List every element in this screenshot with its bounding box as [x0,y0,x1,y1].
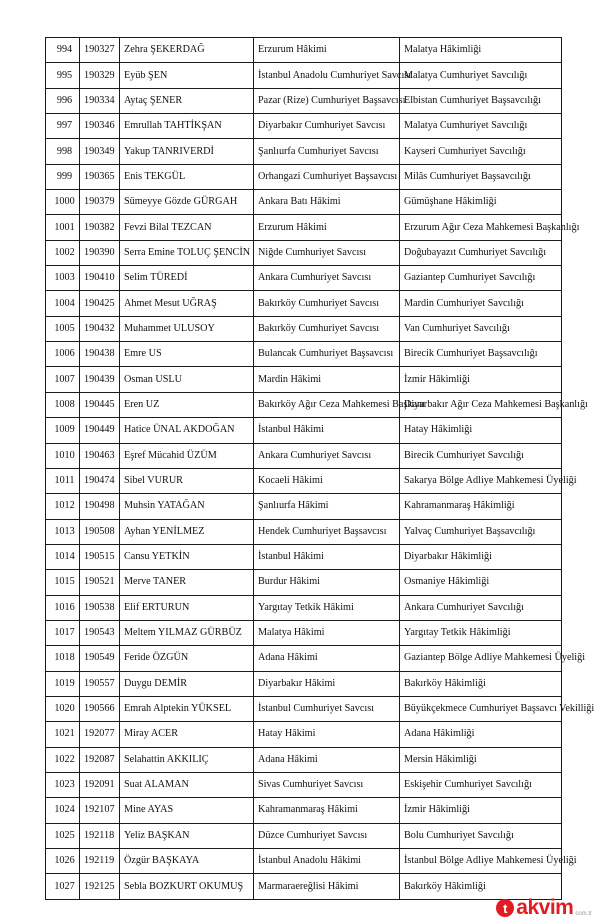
current-post-cell: Hendek Cumhuriyet Başsavcısı [254,519,400,544]
current-post-cell: Pazar (Rize) Cumhuriyet Başsavcısı [254,88,400,113]
registry-number-cell: 190365 [80,164,120,189]
registry-number-cell: 190549 [80,646,120,671]
table-row [46,570,562,595]
registry-number-cell: 192125 [80,874,120,899]
person-name-cell: Emrullah TAHTİKŞAN [120,114,254,139]
row-number-cell: 1010 [46,443,80,468]
table-row [46,342,562,367]
new-post-cell: Kayseri Cumhuriyet Savcılığı [400,139,562,164]
current-post-cell: Diyarbakır Cumhuriyet Savcısı [254,114,400,139]
registry-number-cell: 190445 [80,392,120,417]
current-post-cell: Bakırköy Cumhuriyet Savcısı [254,316,400,341]
new-post-cell: Bakırköy Hâkimliği [400,671,562,696]
current-post-cell: Orhangazi Cumhuriyet Başsavcısı [254,164,400,189]
table-row [46,240,562,265]
table-row [46,671,562,696]
table-row [46,772,562,797]
person-name-cell: Emre US [120,342,254,367]
new-post-cell: Bakırköy Hâkimliği [400,874,562,899]
registry-number-cell: 190334 [80,88,120,113]
new-post-cell: İstanbul Bölge Adliye Mahkemesi Üyeliği [400,849,562,874]
table-row [46,392,562,417]
new-post-cell: Diyarbakır Ağır Ceza Mahkemesi Başkanlığı [400,392,562,417]
person-name-cell: Zehra ŞEKERDAĞ [120,38,254,63]
person-name-cell: Muhammet ULUSOY [120,316,254,341]
registry-number-cell: 190329 [80,63,120,88]
registry-number-cell: 190463 [80,443,120,468]
person-name-cell: Selim TÜREDİ [120,266,254,291]
new-post-cell: İzmir Hâkimliği [400,798,562,823]
table-row [46,114,562,139]
registry-number-cell: 192107 [80,798,120,823]
table-row [46,418,562,443]
person-name-cell: Aytaç ŞENER [120,88,254,113]
row-number-cell: 1001 [46,215,80,240]
new-post-cell: Yargıtay Tetkik Hâkimliği [400,620,562,645]
table-row [46,88,562,113]
registry-number-cell: 192077 [80,722,120,747]
table-row [46,646,562,671]
table-row [46,722,562,747]
row-number-cell: 996 [46,88,80,113]
row-number-cell: 994 [46,38,80,63]
current-post-cell: Erzurum Hâkimi [254,215,400,240]
current-post-cell: Adana Hâkimi [254,646,400,671]
person-name-cell: Eşref Mücahid ÜZÜM [120,443,254,468]
table-row [46,367,562,392]
person-name-cell: Sebla BOZKURT OKUMUŞ [120,874,254,899]
registry-number-cell: 190390 [80,240,120,265]
person-name-cell: Cansu YETKİN [120,544,254,569]
row-number-cell: 1003 [46,266,80,291]
table-row [46,849,562,874]
person-name-cell: Ayhan YENİLMEZ [120,519,254,544]
registry-number-cell: 190566 [80,696,120,721]
registry-number-cell: 190379 [80,190,120,215]
registry-number-cell: 192118 [80,823,120,848]
table-row [46,494,562,519]
row-number-cell: 1027 [46,874,80,899]
row-number-cell: 1008 [46,392,80,417]
row-number-cell: 1018 [46,646,80,671]
row-number-cell: 1004 [46,291,80,316]
new-post-cell: İzmir Hâkimliği [400,367,562,392]
person-name-cell: Ahmet Mesut UĞRAŞ [120,291,254,316]
registry-number-cell: 190508 [80,519,120,544]
table-row [46,544,562,569]
registry-number-cell: 190425 [80,291,120,316]
new-post-cell: Hatay Hâkimliği [400,418,562,443]
person-name-cell: Muhsin YATAĞAN [120,494,254,519]
registry-number-cell: 192087 [80,747,120,772]
registry-number-cell: 190538 [80,595,120,620]
row-number-cell: 1014 [46,544,80,569]
current-post-cell: Bulancak Cumhuriyet Başsavcısı [254,342,400,367]
current-post-cell: İstanbul Anadolu Cumhuriyet Savcısı [254,63,400,88]
new-post-cell: Yalvaç Cumhuriyet Başsavcılığı [400,519,562,544]
new-post-cell: Birecik Cumhuriyet Savcılığı [400,443,562,468]
person-name-cell: Yakup TANRIVERDİ [120,139,254,164]
person-name-cell: Osman USLU [120,367,254,392]
current-post-cell: Bakırköy Ağır Ceza Mahkemesi Başkanı [254,392,400,417]
row-number-cell: 1019 [46,671,80,696]
registry-number-cell: 190474 [80,468,120,493]
person-name-cell: Yeliz BAŞKAN [120,823,254,848]
person-name-cell: Suat ALAMAN [120,772,254,797]
new-post-cell: Gaziantep Cumhuriyet Savcılığı [400,266,562,291]
current-post-cell: İstanbul Hâkimi [254,544,400,569]
registry-number-cell: 190439 [80,367,120,392]
registry-number-cell: 190410 [80,266,120,291]
table-row [46,164,562,189]
new-post-cell: Gaziantep Bölge Adliye Mahkemesi Üyeliği [400,646,562,671]
registry-number-cell: 190449 [80,418,120,443]
watermark-brand: akvim [516,896,574,919]
person-name-cell: Meltem YILMAZ GÜRBÜZ [120,620,254,645]
row-number-cell: 1020 [46,696,80,721]
watermark-domain: com.tr [575,911,592,917]
table-row [46,215,562,240]
table-row [46,874,562,899]
person-name-cell: Eyüb ŞEN [120,63,254,88]
table-row [46,139,562,164]
registry-number-cell: 190498 [80,494,120,519]
registry-number-cell: 190346 [80,114,120,139]
row-number-cell: 995 [46,63,80,88]
current-post-cell: Kahramanmaraş Hâkimi [254,798,400,823]
person-name-cell: Elif ERTURUN [120,595,254,620]
row-number-cell: 1013 [46,519,80,544]
table-row [46,823,562,848]
registry-number-cell: 190349 [80,139,120,164]
row-number-cell: 1023 [46,772,80,797]
new-post-cell: Adana Hâkimliği [400,722,562,747]
current-post-cell: Yargıtay Tetkik Hâkimi [254,595,400,620]
row-number-cell: 999 [46,164,80,189]
table-row [46,190,562,215]
row-number-cell: 1017 [46,620,80,645]
new-post-cell: Eskişehir Cumhuriyet Savcılığı [400,772,562,797]
person-name-cell: Emrah Alptekin YÜKSEL [120,696,254,721]
current-post-cell: Bakırköy Cumhuriyet Savcısı [254,291,400,316]
current-post-cell: Diyarbakır Hâkimi [254,671,400,696]
person-name-cell: Eren UZ [120,392,254,417]
new-post-cell: Sakarya Bölge Adliye Mahkemesi Üyeliği [400,468,562,493]
person-name-cell: Merve TANER [120,570,254,595]
new-post-cell: Mersin Hâkimliği [400,747,562,772]
new-post-cell: Diyarbakır Hâkimliği [400,544,562,569]
registry-number-cell: 190432 [80,316,120,341]
person-name-cell: Sümeyye Gözde GÜRGAH [120,190,254,215]
person-name-cell: Serra Emine TOLUÇ ŞENCİN [120,240,254,265]
table-row [46,595,562,620]
row-number-cell: 1011 [46,468,80,493]
table-row [46,620,562,645]
row-number-cell: 1021 [46,722,80,747]
table-row [46,468,562,493]
registry-number-cell: 190327 [80,38,120,63]
current-post-cell: Ankara Cumhuriyet Savcısı [254,266,400,291]
current-post-cell: Sivas Cumhuriyet Savcısı [254,772,400,797]
person-name-cell: Duygu DEMİR [120,671,254,696]
row-number-cell: 1025 [46,823,80,848]
current-post-cell: Niğde Cumhuriyet Savcısı [254,240,400,265]
row-number-cell: 1005 [46,316,80,341]
registry-number-cell: 192091 [80,772,120,797]
registry-number-cell: 190557 [80,671,120,696]
row-number-cell: 1000 [46,190,80,215]
current-post-cell: Kocaeli Hâkimi [254,468,400,493]
person-name-cell: Miray ACER [120,722,254,747]
appointments-table-body [46,38,595,900]
table-row [46,38,562,63]
new-post-cell: Büyükçekmece Cumhuriyet Başsavcı Vekilliği [400,696,562,721]
current-post-cell: İstanbul Hâkimi [254,418,400,443]
table-row [46,696,562,721]
table-row [46,316,562,341]
registry-number-cell: 190543 [80,620,120,645]
person-name-cell: Feride ÖZGÜN [120,646,254,671]
new-post-cell: Milâs Cumhuriyet Başsavcılığı [400,164,562,189]
row-number-cell: 1022 [46,747,80,772]
current-post-cell: Düzce Cumhuriyet Savcısı [254,823,400,848]
row-number-cell: 1007 [46,367,80,392]
new-post-cell: Van Cumhuriyet Savcılığı [400,316,562,341]
new-post-cell: Mardin Cumhuriyet Savcılığı [400,291,562,316]
new-post-cell: Doğubayazıt Cumhuriyet Savcılığı [400,240,562,265]
current-post-cell: Ankara Cumhuriyet Savcısı [254,443,400,468]
person-name-cell: Fevzi Bilal TEZCAN [120,215,254,240]
new-post-cell: Bolu Cumhuriyet Savcılığı [400,823,562,848]
current-post-cell: İstanbul Anadolu Hâkimi [254,849,400,874]
new-post-cell: Malatya Cumhuriyet Savcılığı [400,114,562,139]
new-post-cell: Malatya Hâkimliği [400,38,562,63]
person-name-cell: Hatice ÜNAL AKDOĞAN [120,418,254,443]
row-number-cell: 1006 [46,342,80,367]
person-name-cell: Özgür BAŞKAYA [120,849,254,874]
registry-number-cell: 190438 [80,342,120,367]
row-number-cell: 1024 [46,798,80,823]
person-name-cell: Mine AYAS [120,798,254,823]
table-row [46,747,562,772]
new-post-cell: Kahramanmaraş Hâkimliği [400,494,562,519]
row-number-cell: 1026 [46,849,80,874]
person-name-cell: Sibel VURUR [120,468,254,493]
row-number-cell: 1016 [46,595,80,620]
row-number-cell: 1009 [46,418,80,443]
person-name-cell: Selahattin AKKILIÇ [120,747,254,772]
current-post-cell: Mardin Hâkimi [254,367,400,392]
new-post-cell: Ankara Cumhuriyet Savcılığı [400,595,562,620]
table-row [46,63,562,88]
new-post-cell: Osmaniye Hâkimliği [400,570,562,595]
registry-number-cell: 192119 [80,849,120,874]
table-row [46,443,562,468]
registry-number-cell: 190515 [80,544,120,569]
row-number-cell: 1015 [46,570,80,595]
current-post-cell: Şanlıurfa Hâkimi [254,494,400,519]
registry-number-cell: 190382 [80,215,120,240]
row-number-cell: 998 [46,139,80,164]
row-number-cell: 997 [46,114,80,139]
current-post-cell: Malatya Hâkimi [254,620,400,645]
new-post-cell: Gümüşhane Hâkimliği [400,190,562,215]
table-row [46,798,562,823]
current-post-cell: Adana Hâkimi [254,747,400,772]
current-post-cell: Burdur Hâkimi [254,570,400,595]
table-row [46,519,562,544]
registry-number-cell: 190521 [80,570,120,595]
current-post-cell: Erzurum Hâkimi [254,38,400,63]
appointments-table [45,37,595,900]
current-post-cell: Hatay Hâkimi [254,722,400,747]
current-post-cell: Ankara Batı Hâkimi [254,190,400,215]
row-number-cell: 1012 [46,494,80,519]
new-post-cell: Malatya Cumhuriyet Savcılığı [400,63,562,88]
current-post-cell: Şanlıurfa Cumhuriyet Savcısı [254,139,400,164]
new-post-cell: Erzurum Ağır Ceza Mahkemesi Başkanlığı [400,215,562,240]
table-row [46,266,562,291]
watermark-logo-icon: t [496,899,514,917]
current-post-cell: Marmaraereğlisi Hâkimi [254,874,400,899]
current-post-cell: İstanbul Cumhuriyet Savcısı [254,696,400,721]
person-name-cell: Enis TEKGÜL [120,164,254,189]
row-number-cell: 1002 [46,240,80,265]
new-post-cell: Birecik Cumhuriyet Başsavcılığı [400,342,562,367]
new-post-cell: Elbistan Cumhuriyet Başsavcılığı [400,88,562,113]
watermark [496,896,592,920]
table-row [46,291,562,316]
